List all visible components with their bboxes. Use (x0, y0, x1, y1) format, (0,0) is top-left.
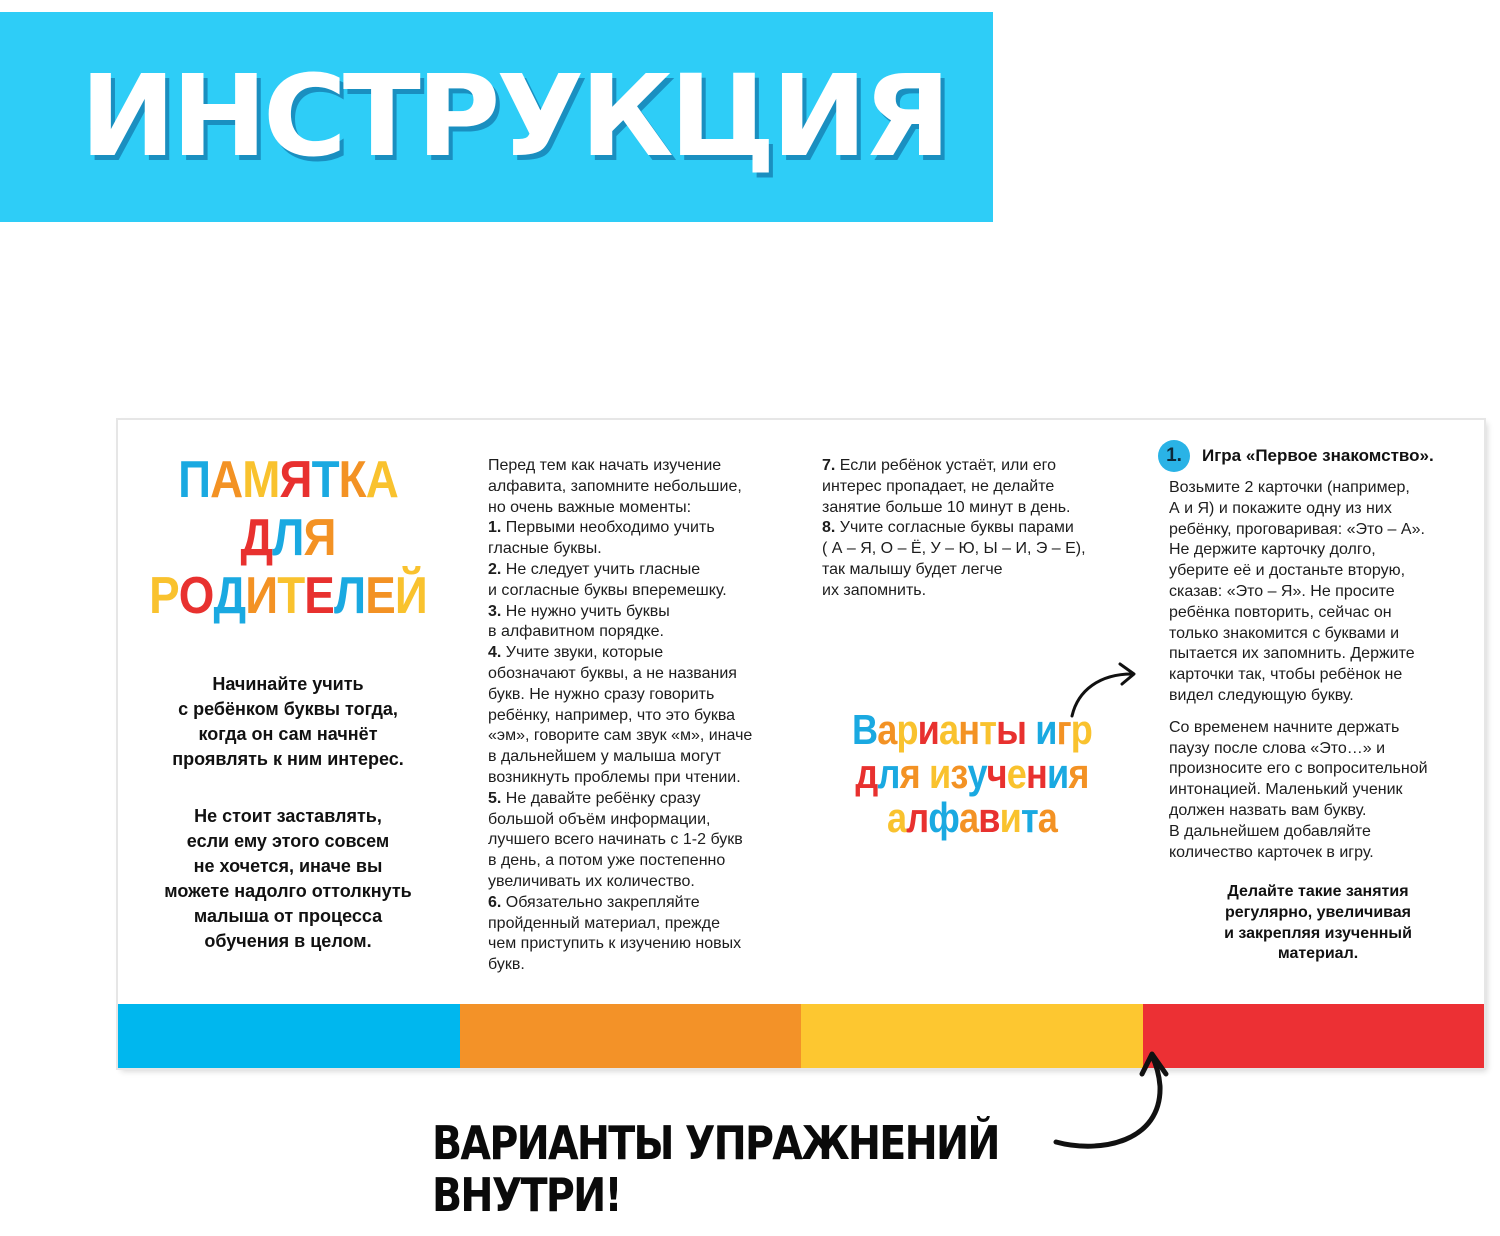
rule-line: ребёнку, например, что это буква (488, 706, 736, 724)
text-line: карточки так, чтобы ребёнок не (1169, 666, 1403, 684)
title-line (843, 796, 1101, 840)
title-letter: а (939, 706, 959, 753)
title-letter: т (1020, 794, 1038, 841)
title-letter: а (886, 794, 907, 841)
title-letter: Л (272, 509, 304, 567)
rule-line: увеличивать их количество. (488, 872, 695, 890)
title-letter: а (877, 706, 897, 753)
rule-line: гласные буквы. (488, 540, 602, 558)
rule-number: 4. (488, 644, 502, 662)
title-letter: ч (986, 750, 1007, 797)
text-line: Возьмите 2 карточки (например, (1169, 479, 1410, 496)
game-number-badge: 1. (1158, 440, 1190, 472)
rule-line: лучшего всего начинать с 1-2 букв (488, 831, 743, 849)
title-letter: ы (996, 706, 1027, 753)
title-letter: П (178, 451, 211, 509)
title-letter: Е (365, 567, 395, 625)
rule-line: 4. Учите звуки, которые (488, 644, 664, 662)
game-title: Игра «Первое знакомство». (1202, 446, 1434, 465)
title-letter: я (899, 750, 920, 797)
text-line: интонацией. Маленький ученик (1169, 781, 1403, 799)
title-letter: и (1046, 750, 1069, 797)
curved-arrow-icon (1050, 1046, 1180, 1156)
rule-line: 3. Не нужно учить буквы (488, 602, 670, 620)
title-letter: М (242, 451, 280, 509)
text-line: уберите её и достаньте вторую, (1169, 562, 1406, 580)
text-line: материал. (1277, 945, 1359, 963)
rule-number: 1. (488, 519, 502, 537)
rule-line: чем приступить к изучению новых (488, 935, 742, 953)
rule-line: обозначают буквы, а не названия (488, 664, 737, 682)
memo-line: не хочется, иначе вы (193, 856, 383, 876)
text-line: Со временем начните держать (1169, 718, 1400, 736)
title-letter: О (178, 567, 214, 625)
rule-line: букв. Не нужно сразу говорить (488, 685, 715, 703)
cta-line: ВАРИАНТЫ УПРАЖНЕНИЙ (432, 1116, 999, 1170)
rule-line: в день, а потом уже постепенно (488, 852, 726, 870)
title-letter: н (1026, 750, 1047, 797)
rule-line: большой объём информации, (488, 810, 711, 828)
rule-line: 2. Не следует учить гласные (488, 560, 701, 578)
rule-line: в алфавитном порядке. (488, 623, 664, 641)
title-letter: Л (333, 567, 366, 625)
title-letter: л (906, 794, 929, 841)
rule-number: 5. (488, 789, 502, 807)
title-line (843, 752, 1101, 796)
rule-line: 8. Учите согласные буквы парами (822, 519, 1074, 537)
text-line: количество карточек в игру. (1169, 843, 1374, 861)
title-letter: з (950, 750, 968, 797)
text-line: должен назвать вам букву. (1169, 801, 1367, 819)
title-letter: Д (213, 567, 246, 625)
title-letter (920, 752, 929, 796)
rule-number: 8. (822, 519, 836, 537)
title-line (843, 708, 1101, 752)
rule-line: букв. (488, 956, 525, 974)
title-letter: Т (311, 451, 339, 509)
text-line: ребёнка повторить, сейчас он (1169, 603, 1392, 621)
rule-number: 2. (488, 560, 502, 578)
rule-line: занятие больше 10 минут в день. (822, 498, 1071, 516)
rule-line: 5. Не давайте ребёнку сразу (488, 789, 701, 807)
title-line (138, 567, 437, 628)
color-stripes (118, 1004, 1484, 1068)
memo-line: проявлять к ним интерес. (172, 749, 404, 769)
game-header (1158, 440, 1434, 472)
title-letter: н (958, 706, 980, 753)
title-letter: и (1035, 706, 1057, 753)
title-letter: А (365, 451, 398, 509)
rule-line: так малышу будет легче (822, 560, 1003, 578)
text-line: Делайте такие занятия (1227, 883, 1409, 900)
text-line: пытается их запомнить. Держите (1169, 645, 1415, 663)
memo-line: Начинайте учить (212, 674, 364, 694)
title-letter: а (1037, 794, 1058, 841)
title-letter: я (1068, 750, 1089, 797)
text-line: произносите его с вопросительной (1169, 760, 1428, 778)
title-letter: И (245, 567, 278, 625)
title-letter: л (877, 750, 900, 797)
title-letter: у (967, 750, 987, 797)
memo-line: Не стоит заставлять, (194, 806, 382, 826)
text-line: сказав: «Это – Я». Не просите (1169, 582, 1395, 600)
game-paragraph-1 (1169, 478, 1479, 707)
memo-line: обучения в целом. (204, 931, 372, 951)
rule-line: 7. Если ребёнок устаёт, или его (822, 457, 1057, 474)
memo-line: когда он сам начнёт (198, 724, 378, 744)
rule-number: 3. (488, 602, 502, 620)
rule-line: их запомнить. (822, 581, 927, 599)
title-letter: Я (279, 451, 312, 509)
rule-line: 1. Первыми необходимо учить (488, 519, 715, 537)
title-letter: а (959, 794, 979, 841)
memo-line: если ему этого совсем (186, 831, 390, 851)
banner-title: ИНСТРУКЦИЯ (80, 52, 947, 182)
title-letter: г (1056, 706, 1071, 753)
memo-line: можете надолго оттолкнуть (164, 881, 412, 901)
memo-title (118, 451, 458, 628)
title-letter: т (979, 706, 997, 753)
rule-line: алфавита, запомните небольшие, (488, 477, 742, 495)
rule-line: интерес пропадает, не делайте (822, 477, 1055, 495)
title-letter: е (1006, 750, 1027, 797)
text-line: регулярно, увеличивая (1224, 903, 1412, 921)
rules-list-right (822, 456, 1086, 602)
text-line: ребёнку, проговаривая: «Это – А». (1169, 520, 1425, 538)
memo-paragraph-1 (138, 672, 438, 772)
rule-line: возникнуть проблемы при чтении. (488, 768, 741, 786)
text-line: видел следующую букву. (1169, 686, 1354, 704)
game-paragraph-2 (1169, 718, 1479, 864)
title-letter: Т (277, 567, 305, 625)
text-line: паузу после слова «Это…» и (1169, 739, 1386, 757)
cta-line: ВНУТРИ! (432, 1168, 621, 1222)
rule-line: ( А – Я, О – Ё, У – Ю, Ы – И, Э – Е), (822, 540, 1086, 558)
rule-line: пройденный материал, прежде (488, 914, 720, 932)
rule-number: 6. (488, 893, 502, 911)
memo-line: с ребёнком буквы тогда, (178, 699, 398, 719)
title-letter: В (852, 706, 878, 753)
text-line: А и Я) и покажите одну из них (1169, 499, 1392, 517)
cta-text (432, 1117, 999, 1221)
text-line: Не держите карточку долго, (1169, 541, 1376, 559)
title-line (138, 509, 437, 570)
title-letter: р (1070, 706, 1092, 753)
title-letter: Й (394, 567, 427, 625)
rule-line: 6. Обязательно закрепляйте (488, 893, 700, 911)
title-letter (1026, 708, 1035, 752)
rule-line: но очень важные моменты: (488, 498, 692, 516)
title-letter: А (210, 451, 243, 509)
title-letter: К (338, 451, 366, 509)
title-letter: и (929, 750, 951, 797)
title-letter: ф (928, 794, 960, 841)
title-line (138, 451, 437, 512)
rule-line: Перед тем как начать изучение (488, 457, 722, 474)
game-description (1169, 478, 1479, 874)
color-stripe (460, 1004, 802, 1068)
rule-line: и согласные буквы вперемешку. (488, 581, 727, 599)
rule-line: в дальнейшем у малыша могут (488, 748, 722, 766)
title-letter: д (855, 750, 878, 797)
title-letter: Д (240, 509, 273, 567)
title-letter: Р (149, 567, 179, 625)
text-line: В дальнейшем добавляйте (1169, 822, 1371, 840)
instruction-card (118, 420, 1484, 1068)
rules-list-left (488, 456, 752, 976)
title-letter: р (896, 706, 918, 753)
memo-line: малыша от процесса (193, 906, 383, 926)
title-letter: и (917, 706, 940, 753)
rule-line: «эм», говорите сам звук «м», иначе (488, 727, 753, 745)
games-title (822, 708, 1122, 840)
color-stripe (1143, 1004, 1485, 1068)
memo-paragraph-2 (138, 804, 438, 954)
text-line: и закрепляя изученный (1224, 924, 1412, 942)
title-banner (0, 12, 993, 222)
title-letter: Е (304, 567, 334, 625)
title-letter: и (999, 794, 1021, 841)
game-footer-note (1158, 882, 1478, 965)
color-stripe (118, 1004, 460, 1068)
text-line: только знакомится с буквами и (1169, 624, 1400, 642)
rule-number: 7. (822, 457, 836, 474)
title-letter: Я (303, 509, 336, 567)
title-letter: в (978, 794, 1000, 841)
